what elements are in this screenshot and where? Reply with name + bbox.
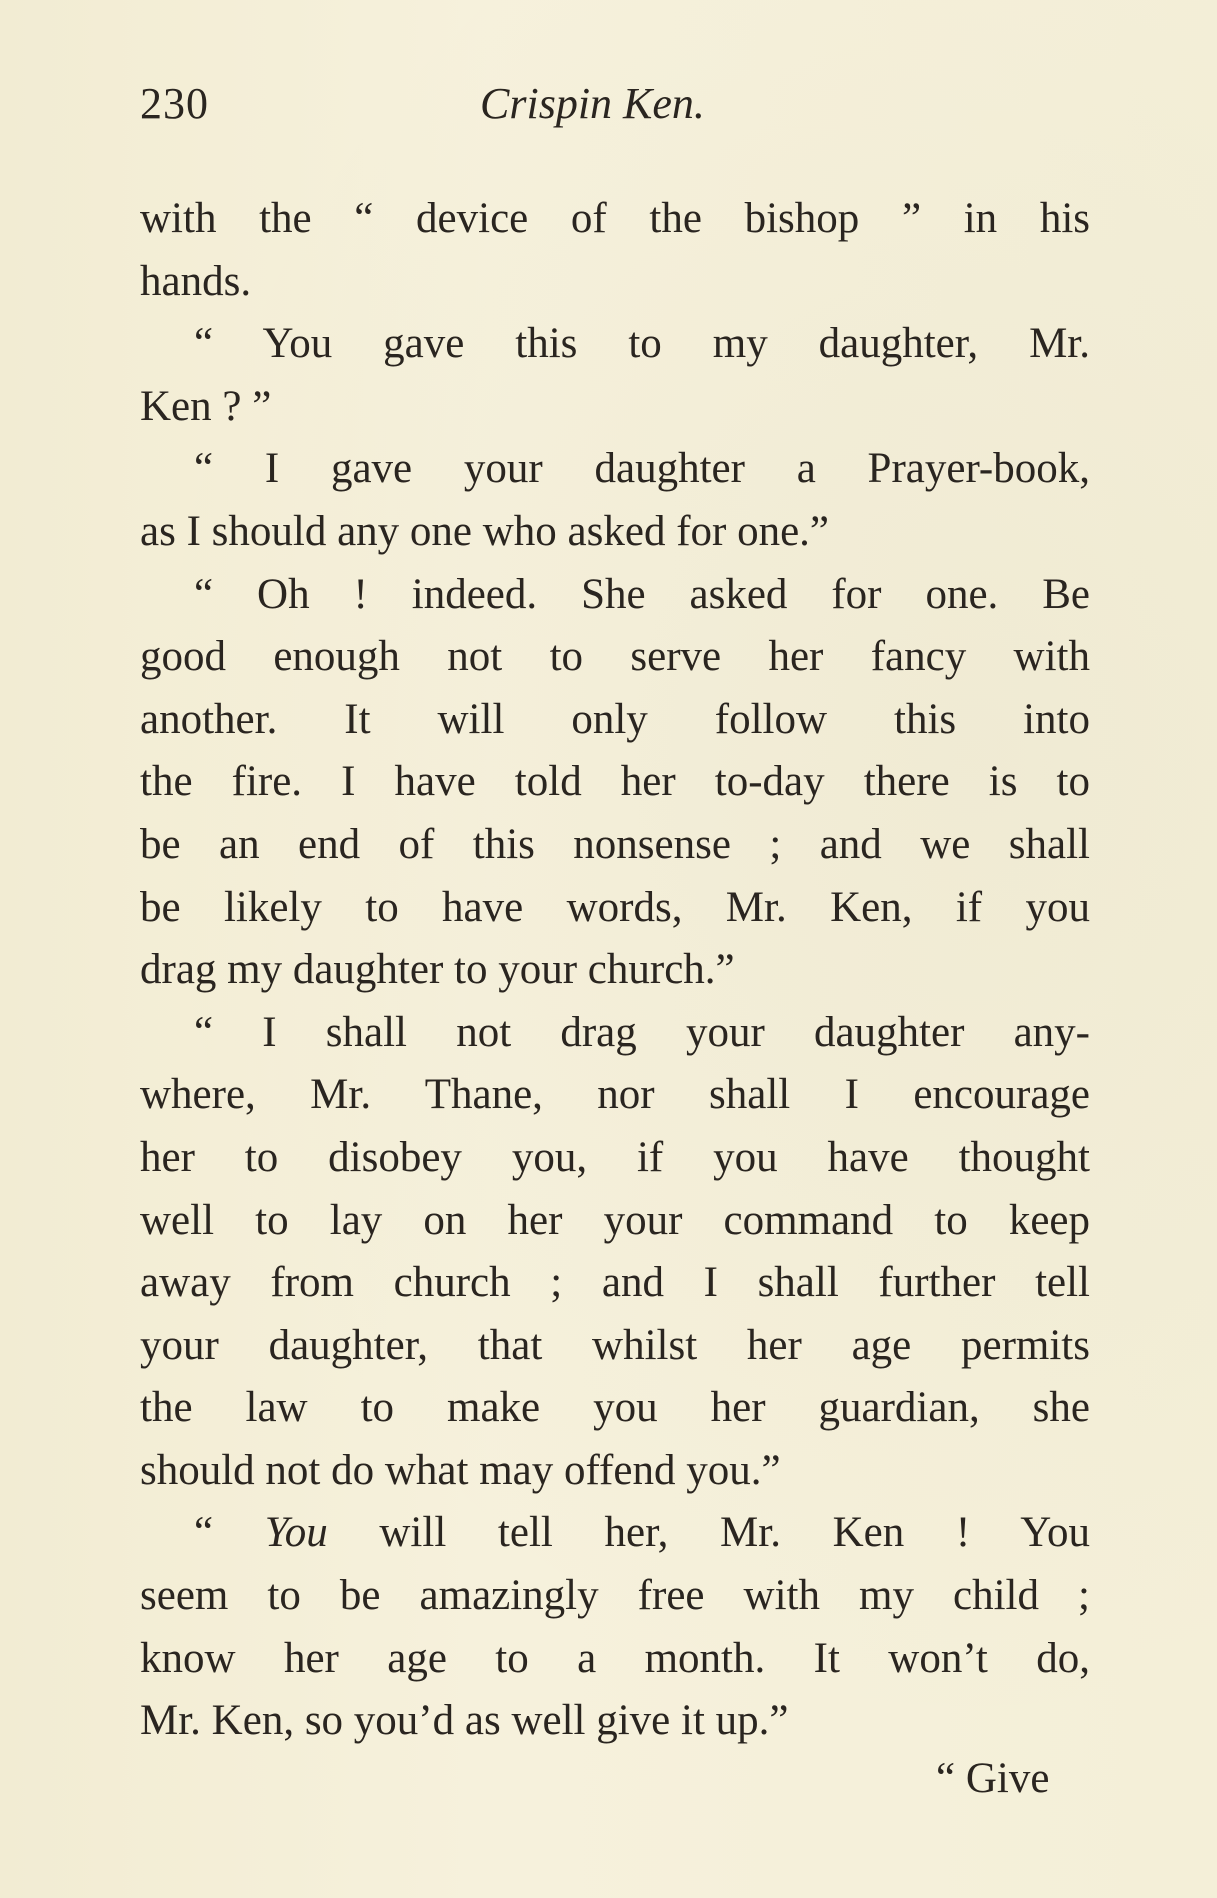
text-line: away from church ; and I shall further tell bbox=[140, 1259, 1090, 1307]
running-title: Crispin Ken. bbox=[480, 79, 705, 128]
text-line: another. It will only follow this into bbox=[140, 695, 1090, 743]
italic-word: You bbox=[264, 1509, 328, 1557]
page-number: 230 bbox=[140, 79, 209, 128]
text-line: Ken ? ” bbox=[140, 382, 272, 430]
line-rest: will tell her, Mr. Ken ! You bbox=[379, 1509, 1091, 1557]
text-line: hands. bbox=[140, 257, 252, 305]
text-line: “ Oh ! indeed. She asked for one. Be bbox=[194, 570, 1090, 618]
text-line: seem to be amazingly free with my child ; bbox=[140, 1572, 1090, 1620]
text-line: with the “ device of the bishop ” in his bbox=[140, 195, 1090, 242]
text-line-you bbox=[140, 1502, 1090, 1565]
text-line: be an end of this nonsense ; and we shall bbox=[140, 820, 1090, 868]
text-line: “ You gave this to my daughter, Mr. bbox=[194, 320, 1090, 368]
text-line: Mr. Ken, so you’d as well give it up.” bbox=[140, 1697, 789, 1745]
text-line: be likely to have words, Mr. Ken, if you bbox=[140, 883, 1090, 931]
text-line: the law to make you her guardian, she bbox=[140, 1384, 1090, 1432]
text-line: the fire. I have told her to-day there is to bbox=[140, 758, 1090, 806]
text-line: “ I gave your daughter a Prayer-book, bbox=[194, 445, 1090, 493]
open-quote: “ bbox=[194, 1509, 214, 1557]
body-text bbox=[140, 188, 1090, 1753]
text-line: where, Mr. Thane, nor shall I encourage bbox=[140, 1071, 1090, 1119]
text-line: “ I shall not drag your daughter any- bbox=[194, 1008, 1090, 1056]
text-line: well to lay on her your command to keep bbox=[140, 1196, 1090, 1244]
text-line: good enough not to serve her fancy with bbox=[140, 633, 1090, 681]
text-line: your daughter, that whilst her age permits bbox=[140, 1321, 1090, 1369]
text-line: her to disobey you, if you have thought bbox=[140, 1133, 1090, 1181]
catchword: “ Give bbox=[936, 1755, 1050, 1802]
text-line: drag my daughter to your church.” bbox=[140, 946, 735, 994]
text-line: as I should any one who asked for one.” bbox=[140, 507, 830, 555]
page-header bbox=[140, 78, 1090, 138]
text-line: should not do what may offend you.” bbox=[140, 1446, 781, 1494]
text-line: know her age to a month. It won’t do, bbox=[140, 1634, 1090, 1682]
